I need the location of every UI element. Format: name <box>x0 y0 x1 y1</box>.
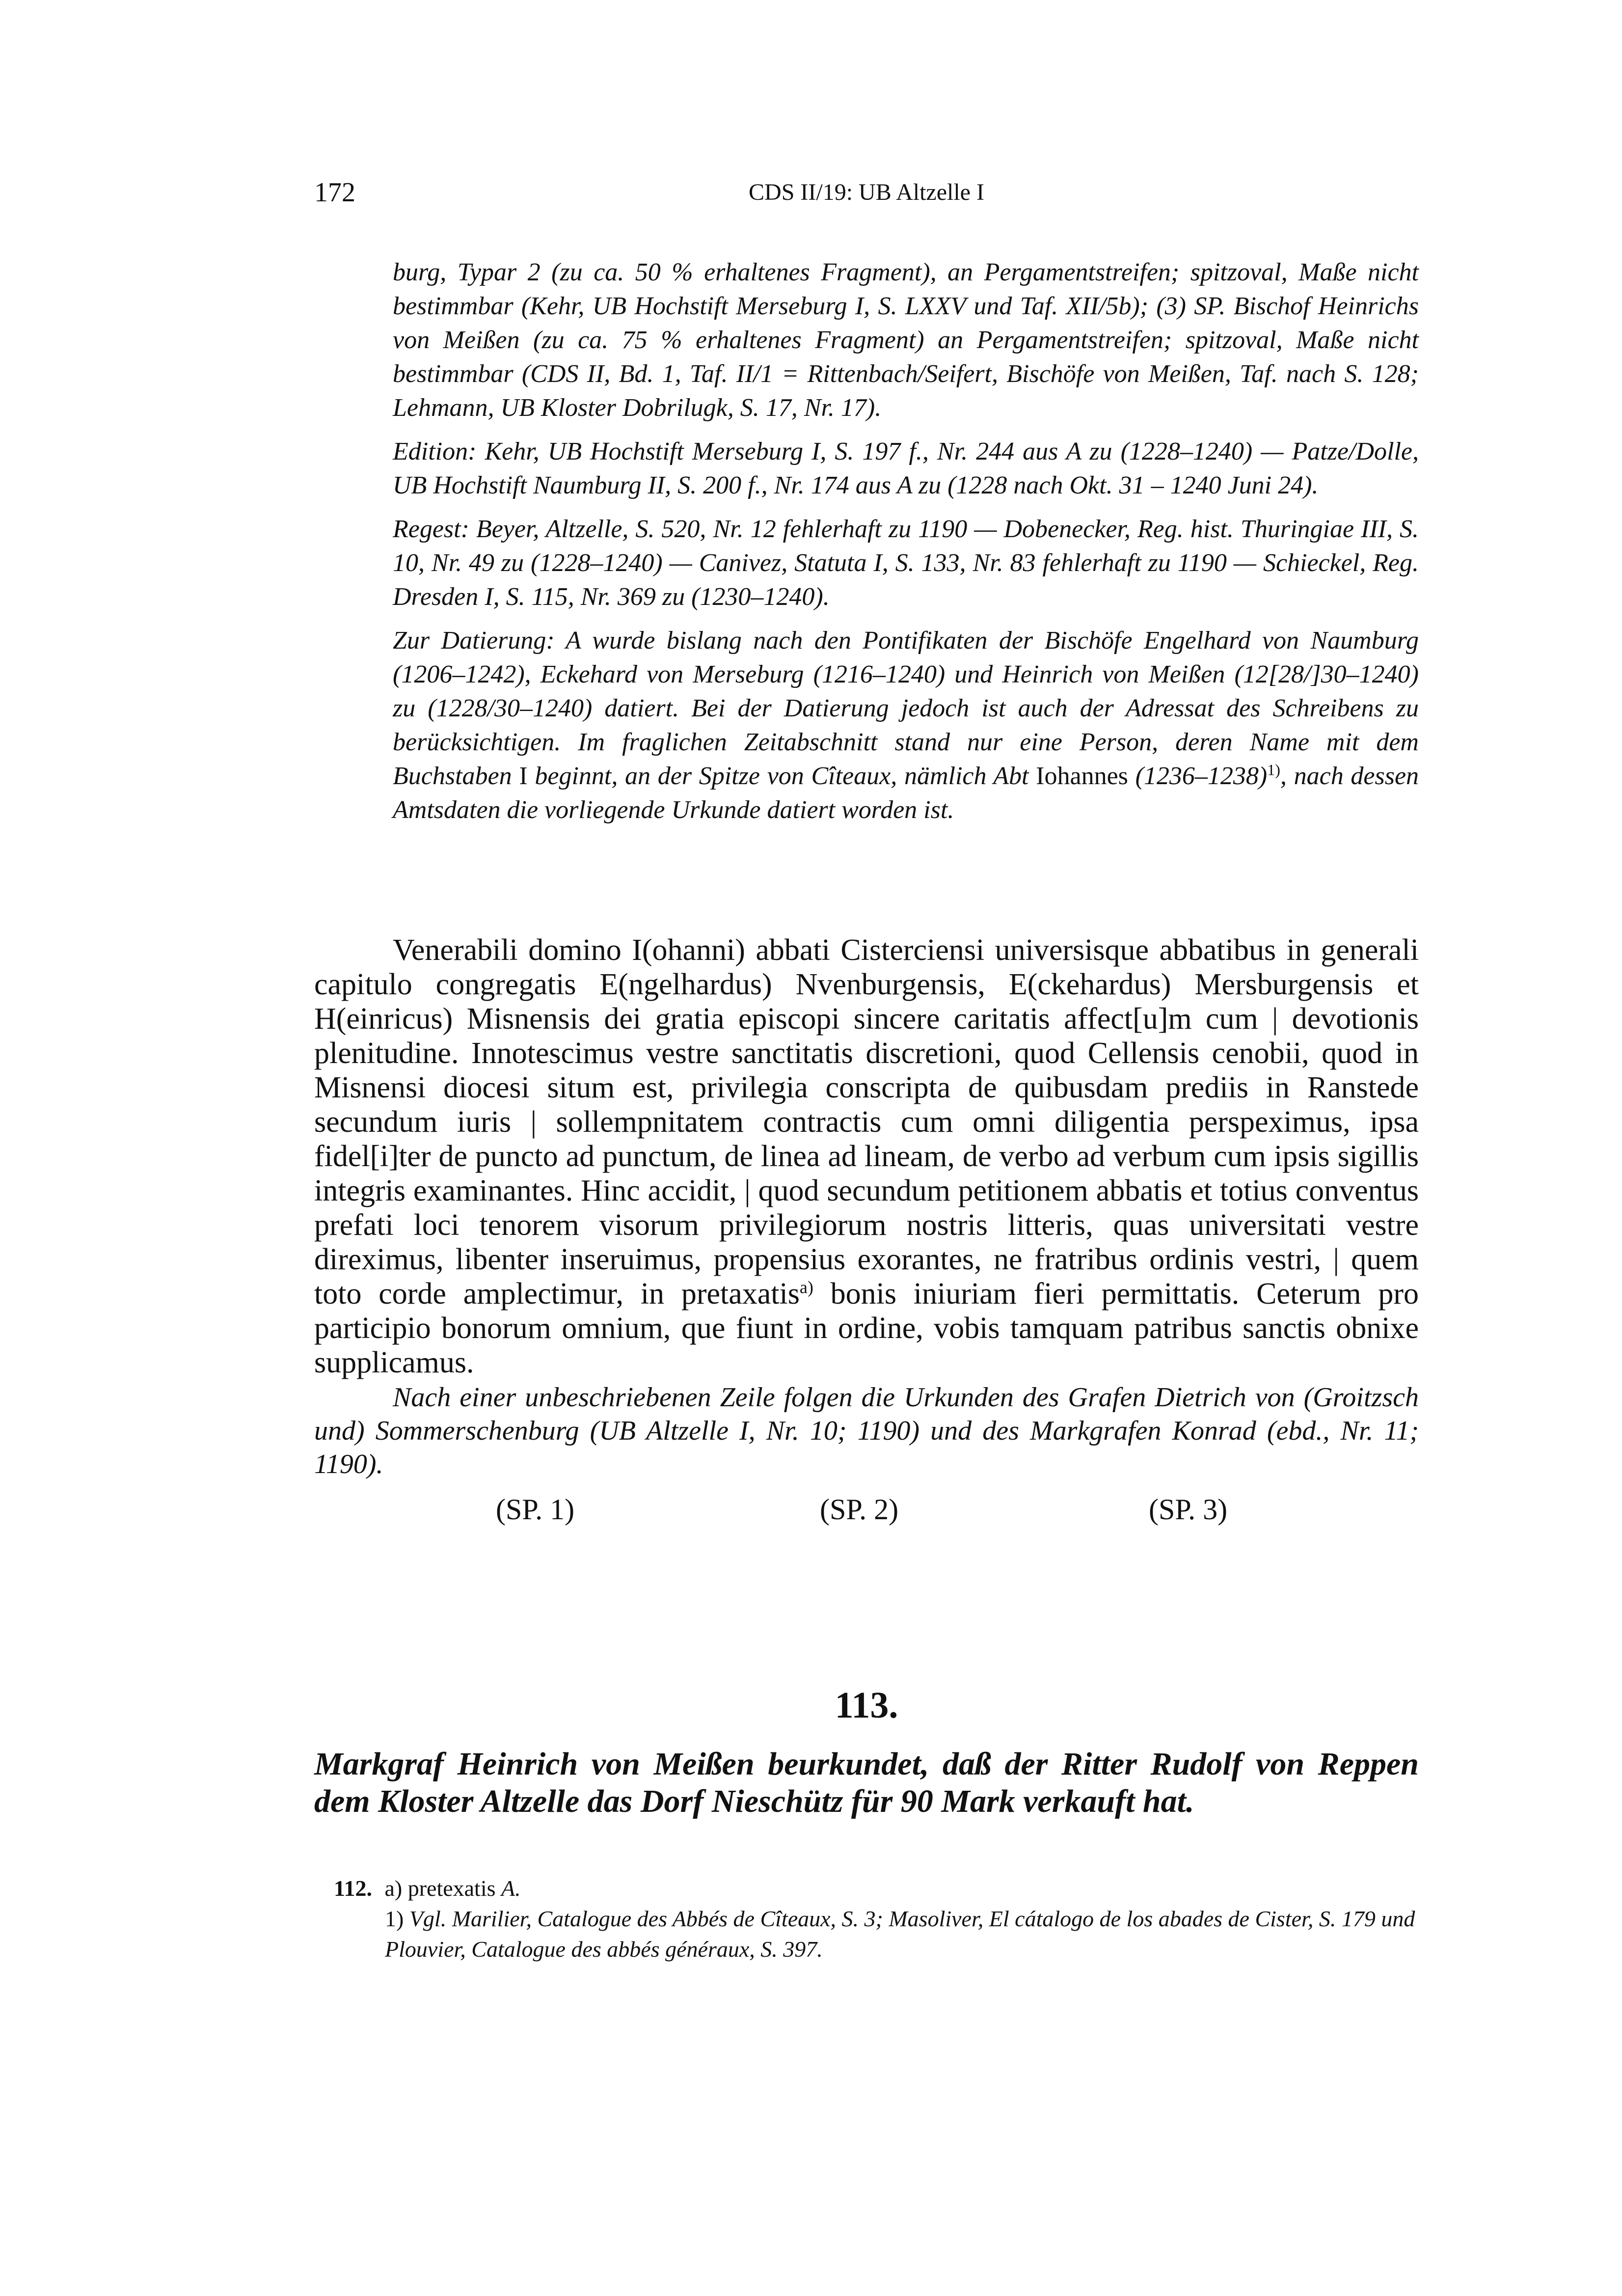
footnotes <box>334 1873 1419 1965</box>
footnote-a <box>334 1873 1419 1904</box>
footnote-a-label: a) pretexatis <box>384 1876 496 1901</box>
document-text <box>314 933 1419 1481</box>
footnote-1-text: Vgl. Marilier, Catalogue des Abbés de Cîteaux, S. 3; Masoliver, El cátalogo de los abades de Cister, S. 179 und Plouvier, Catalogue des abbés généraux, S. 397. <box>385 1906 1415 1962</box>
regest-note: Regest: Beyer, Altzelle, S. 520, Nr. 12 fehlerhaft zu 1190 — Dobenecker, Reg. hist. Thuringiae III, S. 10, Nr. 49 zu (1228–1240) — Canivez, Statuta I, S. 133, Nr. 83 fehlerhaft zu 1190 — Schieckel, Reg. Dresden I, S. 115, Nr. 369 zu (1230–1240). <box>393 515 1419 611</box>
document-regest-title: Markgraf Heinrich von Meißen beurkundet, daß der Ritter Rudolf von Reppen dem Kloster Altzelle das Dorf Nieschütz für 90 Mark verkauft hat. <box>314 1746 1419 1819</box>
footnote-marker-1: 1) <box>1267 761 1280 779</box>
dating-text-3: (1236–1238) <box>1135 762 1268 790</box>
dating-text-1: Zur Datierung: A wurde bislang nach den Pontifikaten der Bischöfe Engelhard von Naumburg (1206–1242), Eckehard von Merseburg (1216–1240) und Heinrich von Meißen (12[28/]30–1240) zu (1228/30–1240) datiert. Bei der Datierung jedoch ist auch der Adressat des Schreibens zu berücksichtigen. Im fraglichen Zeitabschnitt stand nur eine Person, deren Name mit dem Buchstaben <box>393 627 1419 790</box>
dating-note <box>393 624 1419 827</box>
seal-description: burg, Typar 2 (zu ca. 50 % erhaltenes Fragment), an Pergamentstreifen; spitzoval, Maße nicht bestimmbar (Kehr, UB Hochstift Merseburg I, S. LXXV und Taf. XII/5b); (3) SP. Bischof Heinrichs von Meißen (zu ca. 75 % erhaltenes Fragment) an Pergamentstreifen; spitzoval, Maße nicht bestimmbar (CDS II, Bd. 1, Taf. II/1 = Rittenbach/Seifert, Bischöfe von Meißen, Taf. nach S. 128; Lehmann, UB Kloster Dobrilugk, S. 17, Nr. 17). <box>393 258 1419 422</box>
edition-note: Edition: Kehr, UB Hochstift Merseburg I, S. 197 f., Nr. 244 aus A zu (1228–1240) — Patze/Dolle, UB Hochstift Naumburg II, S. 200 f., Nr. 174 aus A zu (1228 nach Okt. 31 – 1240 Juni 24). <box>393 437 1419 499</box>
editorial-commentary <box>393 255 1419 837</box>
document-number: 113. <box>835 1685 898 1726</box>
seal-markers <box>314 1493 1419 1532</box>
dating-letter: I <box>519 762 528 790</box>
latin-body <box>314 933 1419 1380</box>
dating-text-4: , nach dessen Amtsdaten die vorliegende Urkunde datiert worden ist. <box>393 762 1419 824</box>
latin-body-text-2: bonis iniuriam fieri permittatis. Ceterum pro participio bonorum omnium, que fiunt in ordine, vobis tamquam patribus sanctis obnixe supplicamus. <box>314 1277 1419 1379</box>
following-documents-note: Nach einer unbeschriebenen Zeile folgen die Urkunden des Grafen Dietrich von (Groitzsch und) Sommerschenburg (UB Altzelle I, Nr. 10; 1190) und des Markgrafen Konrad (ebd., Nr. 11; 1190). <box>314 1382 1419 1479</box>
running-title: CDS II/19: UB Altzelle I <box>749 179 984 205</box>
latin-body-text-1: Venerabili domino I(ohanni) abbati Cisterciensi universisque abbatibus in generali capitulo congregatis E(ngelhardus) Nvenburgensis, E(ckehardus) Mersburgensis et H(einricus) Misnensis dei gratia episcopi sincere caritatis affect[u]m cum | devotionis plenitudine. Innotescimus vestre sanctitatis discretioni, quod Cellensis cenobii, quod in Misnensi diocesi situm est, privilegia conscripta de quibusdam prediis in Ranstede secundum iuris | sollempnitatem contractis cum omni diligentia perspeximus, ipsa fidel[i]ter de puncto ad punctum, de linea ad lineam, de verbo ad verbum cum ipsis sigillis integris examinantes. Hinc accidit, | quod secundum petitionem abbatis et totius conventus prefati loci tenorem visorum privilegiorum nostris litteris, quas universitati vestre direximus, libenter inseruimus, propensius exorantes, ne fratribus ordinis vestri, | quem toto corde amplectimur, in pretaxatis <box>314 933 1419 1311</box>
footnote-1-label: 1) <box>385 1906 404 1931</box>
footnote-doc-ref: 112. <box>334 1876 372 1901</box>
footnote-marker-a: a) <box>799 1277 813 1297</box>
footnote-a-source: A. <box>501 1876 521 1901</box>
dating-abbot-name: Iohannes <box>1036 762 1128 790</box>
seal-marker-3: (SP. 3) <box>1149 1493 1228 1526</box>
dating-text-2: beginnt, an der Spitze von Cîteaux, nämlich Abt <box>535 762 1029 790</box>
seal-marker-1: (SP. 1) <box>496 1493 575 1526</box>
page-number: 172 <box>314 177 355 208</box>
seal-marker-2: (SP. 2) <box>820 1493 899 1526</box>
footnote-1 <box>334 1904 1419 1965</box>
page-header <box>314 177 1419 211</box>
